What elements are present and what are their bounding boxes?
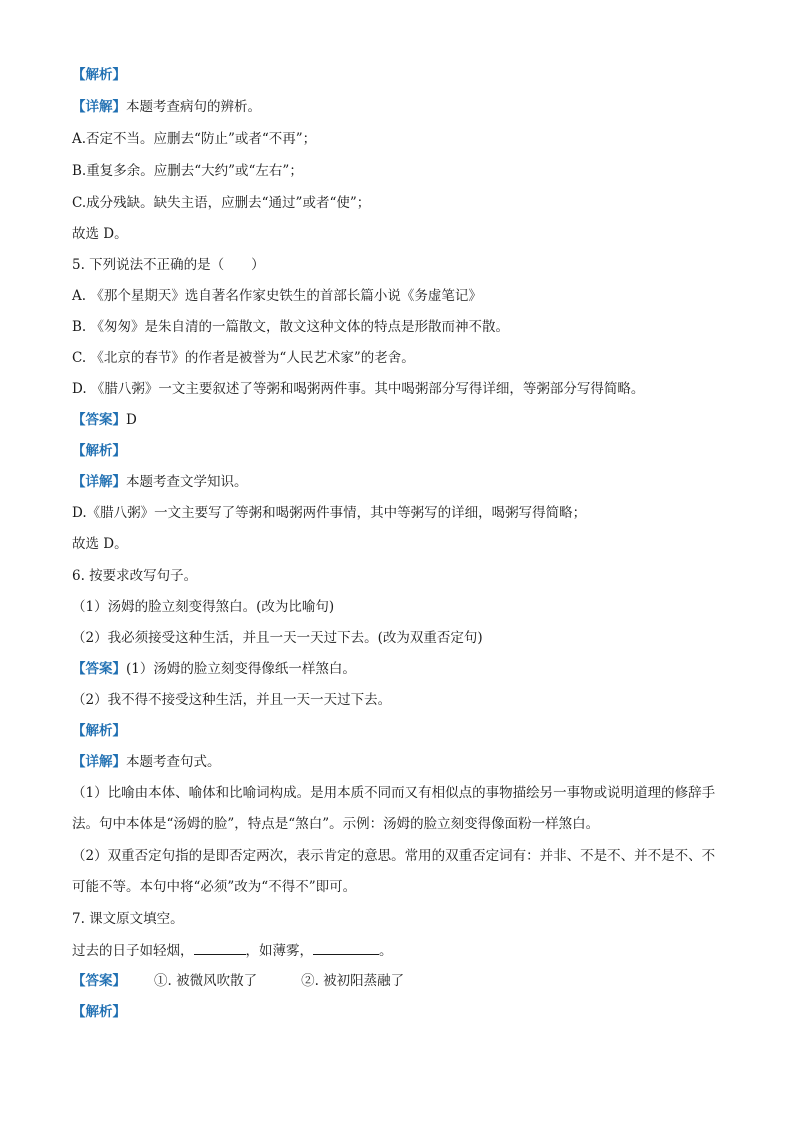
answer-item-1: ①. 被微风吹散了 bbox=[154, 973, 258, 989]
question-5-option-b: B. 《匆匆》是朱自清的一篇散文，散文这种文体的特点是形散而神不散。 bbox=[72, 319, 510, 335]
question-6-part-1: （1）汤姆的脸立刻变得煞白。(改为比喻句) bbox=[72, 599, 335, 615]
question-6: 6. 按要求改写句子。 bbox=[72, 568, 198, 584]
detail-line bbox=[72, 752, 722, 772]
metaphor-explanation: （1）比喻由本体、喻体和比喻词构成。是用本质不同而又有相似点的事物描绘另一事物或说明道理的修辞手法。句中本体是“汤姆的脸”，特点是“煞白”。示例：汤姆的脸立刻变得像面粉一样煞白。 bbox=[72, 785, 716, 832]
detail-tag: 【详解】 bbox=[72, 99, 126, 115]
answer-text: (1）汤姆的脸立刻变得像纸一样煞白。 bbox=[126, 661, 356, 677]
detail-line bbox=[72, 97, 722, 117]
analysis-tag: 【解析】 bbox=[72, 443, 126, 459]
answer-tag: 【答案】 bbox=[72, 661, 126, 677]
option-a-explanation: A.否定不当。应删去“防止”或者“不再”； bbox=[72, 131, 317, 147]
analysis-tag: 【解析】 bbox=[72, 1004, 126, 1020]
detail-text: 本题考查文学知识。 bbox=[126, 474, 248, 490]
option-c-explanation: C.成分残缺。缺失主语，应删去“通过”或者“使”； bbox=[72, 195, 371, 211]
blank-1 bbox=[194, 940, 246, 955]
answer-item-2: ②. 被初阳蒸融了 bbox=[301, 973, 405, 989]
question-5-option-d: D. 《腊八粥》一文主要叙述了等粥和喝粥两件事。其中喝粥部分写得详细，等粥部分写得简略。 bbox=[72, 381, 645, 397]
question-5-option-a: A. 《那个星期天》选自著名作家史铁生的首部长篇小说《务虚笔记》 bbox=[72, 288, 482, 304]
question-5: 5. 下列说法不正确的是（ ） bbox=[72, 257, 265, 273]
analysis-heading bbox=[72, 721, 722, 741]
sentence-part-1: 过去的日子如轻烟， bbox=[72, 943, 194, 959]
detail-tag: 【详解】 bbox=[72, 474, 126, 490]
detail-tag: 【详解】 bbox=[72, 754, 126, 770]
analysis-heading bbox=[72, 65, 722, 85]
analysis-tag: 【解析】 bbox=[72, 67, 126, 83]
question-7: 7. 课文原文填空。 bbox=[72, 911, 184, 927]
blank-2 bbox=[313, 940, 379, 955]
question-5-option-c: C. 《北京的春节》的作者是被誉为“人民艺术家”的老舍。 bbox=[72, 350, 415, 366]
conclusion-line: 故选 D。 bbox=[72, 536, 128, 552]
sentence-part-2: ，如薄雾， bbox=[245, 943, 313, 959]
answer-text: D bbox=[126, 412, 137, 428]
conclusion-line: 故选 D。 bbox=[72, 226, 128, 242]
answer-line bbox=[72, 971, 722, 991]
answer-part-2: （2）我不得不接受这种生活，并且一天一天过下去。 bbox=[72, 692, 392, 708]
detail-text: 本题考查病句的辨析。 bbox=[126, 99, 261, 115]
answer-tag: 【答案】 bbox=[72, 973, 126, 989]
option-b-explanation: B.重复多余。应删去“大约”或“左右”； bbox=[72, 163, 303, 179]
question-6-part-2: （2）我必须接受这种生活，并且一天一天过下去。(改为双重否定句) bbox=[72, 630, 483, 646]
detail-line bbox=[72, 472, 722, 492]
sentence-part-3: 。 bbox=[379, 943, 393, 959]
analysis-tag: 【解析】 bbox=[72, 723, 126, 739]
analysis-heading bbox=[72, 441, 722, 461]
answer-line bbox=[72, 659, 722, 679]
answer-line bbox=[72, 410, 722, 430]
fill-in-sentence bbox=[72, 940, 722, 961]
detail-text: 本题考查句式。 bbox=[126, 754, 221, 770]
option-d-explanation: D.《腊八粥》一文主要写了等粥和喝粥两件事情，其中等粥写的详细，喝粥写得简略； bbox=[72, 505, 587, 521]
double-negative-explanation: （2）双重否定句指的是即否定两次，表示肯定的意思。常用的双重否定词有：并非、不是不、并不是不、不可能不等。本句中将“必须”改为“不得不”即可。 bbox=[72, 848, 716, 895]
analysis-heading bbox=[72, 1002, 722, 1022]
answer-tag: 【答案】 bbox=[72, 412, 126, 428]
